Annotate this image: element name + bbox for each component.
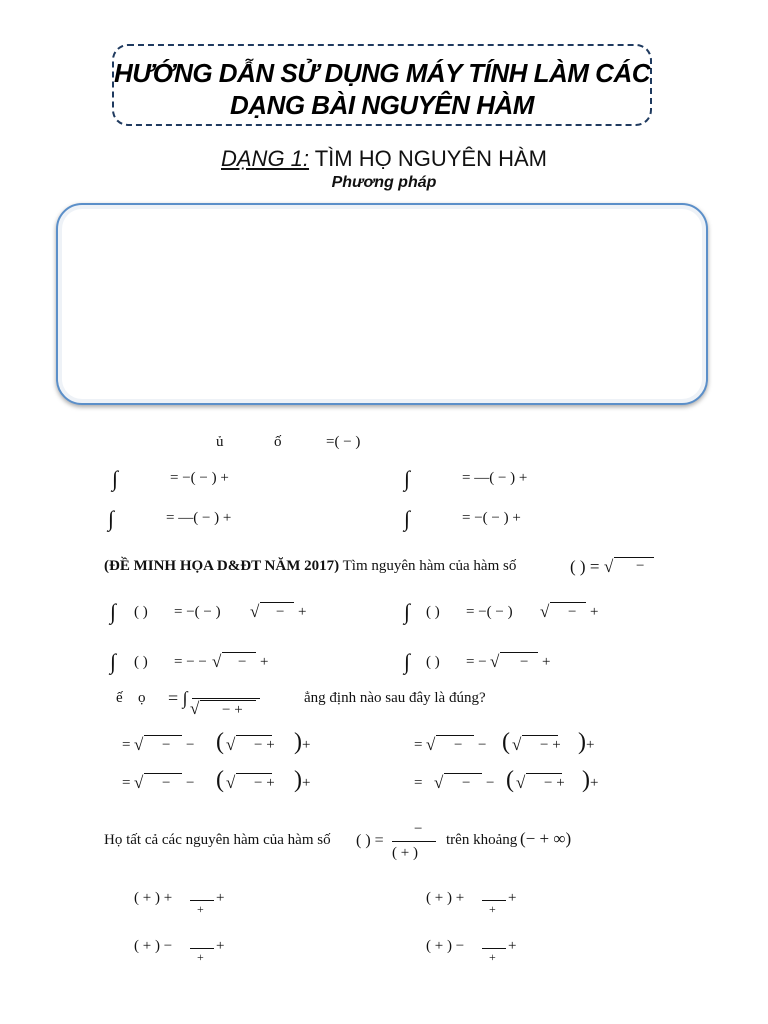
p2-opt-d-const: + (542, 654, 551, 670)
p3-opt-c-radicand-1: − (162, 775, 171, 791)
p4-function: ( ) = (356, 832, 384, 849)
p4-opt-b-fraction-bar (482, 900, 506, 901)
p2-function: ( ) = (570, 557, 600, 576)
p3-opt-b-radicand-2: − + (540, 737, 561, 753)
p2-opt-c-coef: = − − (174, 654, 207, 670)
p3-integral-eq: = ∫ (168, 688, 188, 708)
p3-word-a: ế (116, 690, 123, 706)
p3-denominator: − + (222, 702, 243, 718)
p2-opt-d-sqrt: √ (490, 652, 500, 671)
p4-opt-d-den: + (489, 950, 496, 964)
p3-opt-c-lparen: ( (216, 767, 224, 793)
p1-opt-c-integral: ∫ (108, 506, 115, 531)
p1-opt-d-expr: = −( − ) + (462, 510, 521, 526)
p2-opt-a-integral: ∫ (110, 599, 117, 624)
p1-word-b: ố (274, 434, 282, 450)
p3-opt-d-rparen: ) (582, 767, 590, 793)
p3-opt-b-rparen: ) (578, 729, 586, 755)
p2-opt-c-integral: ∫ (110, 649, 117, 674)
title-box (112, 44, 652, 126)
p4-opt-a-fraction-bar (190, 900, 214, 901)
p4-opt-b-expr: ( + ) + (426, 890, 465, 906)
p4-interval-text: trên khoảng (446, 832, 518, 848)
p2-opt-c-sqrt: √ (212, 652, 222, 671)
p2-opt-a-const: + (298, 604, 307, 620)
p2-opt-c-arg: ( ) (134, 654, 148, 670)
p3-opt-b-eq: = (414, 737, 423, 753)
p4-opt-c-expr: ( + ) − (134, 938, 173, 954)
p3-opt-d-radicand-1: − (462, 775, 471, 791)
p3-opt-d-lparen: ( (506, 767, 514, 793)
p1-opt-b-integral: ∫ (404, 466, 411, 491)
p1-word-a: ủ (216, 434, 224, 450)
p2-opt-d-arg: ( ) (426, 654, 440, 670)
p3-opt-c-minus: − (186, 775, 195, 791)
p2-opt-b-arg: ( ) (426, 604, 440, 620)
p3-opt-d-eq: = (414, 775, 423, 791)
p4-opt-c-const: + (216, 938, 225, 954)
p3-opt-c-sqrt2: √ (226, 773, 236, 792)
p2-opt-a-arg: ( ) (134, 604, 148, 620)
p4-fraction-bar (392, 841, 436, 842)
p2-opt-d-coef: = − (466, 654, 487, 670)
p1-opt-a-expr: = −( − ) + (170, 470, 229, 486)
p3-fraction-bar (192, 698, 260, 699)
p3-opt-a-rparen: ) (294, 729, 302, 755)
p3-word-b: ọ (138, 690, 146, 706)
p3-opt-c-sqrt1: √ (134, 773, 144, 792)
section-label: DẠNG 1: (221, 146, 310, 171)
p3-denominator-sqrt: √ (190, 699, 200, 718)
p3-opt-a-lparen: ( (216, 729, 224, 755)
p2-opt-b-radicand: − (568, 604, 577, 620)
p2-opt-b-const: + (590, 604, 599, 620)
p2-opt-d-integral: ∫ (404, 649, 411, 674)
p2-question: Tìm nguyên hàm của hàm số (339, 558, 517, 574)
p2-sqrt-sign: √ (604, 557, 614, 576)
p4-opt-d-expr: ( + ) − (426, 938, 465, 954)
title-line-2: DẠNG BÀI NGUYÊN HÀM (230, 90, 534, 120)
p4-opt-a-den: + (197, 902, 204, 916)
p3-opt-b-lparen: ( (502, 729, 510, 755)
p3-opt-b-sqrt1: √ (426, 735, 436, 754)
p3-opt-b-minus: − (478, 737, 487, 753)
p1-opt-d-integral: ∫ (404, 506, 411, 531)
p2-opt-a-coef: = −( − ) (174, 604, 221, 620)
p4-opt-d-const: + (508, 938, 517, 954)
p3-opt-b-const: + (586, 737, 595, 753)
p3-opt-c-radicand-2: − + (254, 775, 275, 791)
method-label: Phương pháp (331, 174, 437, 191)
p2-header (104, 558, 516, 575)
p3-opt-d-sqrt2: √ (516, 773, 526, 792)
p3-opt-a-eq: = (122, 737, 131, 753)
method-box (56, 203, 708, 405)
section-title: TÌM HỌ NGUYÊN HÀM (309, 146, 547, 171)
p3-opt-d-sqrt1: √ (434, 773, 444, 792)
p3-opt-a-sqrt1: √ (134, 735, 144, 754)
p3-opt-c-eq: = (122, 775, 131, 791)
p2-opt-b-integral: ∫ (404, 599, 411, 624)
p2-opt-b-coef: = −( − ) (466, 604, 513, 620)
p4-opt-d-fraction-bar (482, 948, 506, 949)
p4-denominator: ( + ) (392, 845, 418, 861)
p3-question-tail: ẳng định nào sau đây là đúng? (304, 690, 486, 706)
p4-opt-b-const: + (508, 890, 517, 906)
p3-opt-d-minus: − (486, 775, 495, 791)
p4-opt-a-expr: ( + ) + (134, 890, 173, 906)
p2-opt-a-sqrt: √ (250, 602, 260, 621)
p3-opt-a-minus: − (186, 737, 195, 753)
title-line-1: HƯỚNG DẪN SỬ DỤNG MÁY TÍNH LÀM CÁC (114, 58, 650, 88)
p2-radicand: − (636, 558, 645, 574)
p3-opt-a-radicand-2: − + (254, 737, 275, 753)
p4-interval: (− + ∞) (520, 829, 572, 848)
p3-opt-a-sqrt2: √ (226, 735, 236, 754)
p3-opt-c-const: + (302, 775, 311, 791)
p3-opt-b-sqrt2: √ (512, 735, 522, 754)
p3-opt-c-rparen: ) (294, 767, 302, 793)
p4-question: Họ tất cả các nguyên hàm của hàm số (104, 832, 331, 848)
p4-opt-c-fraction-bar (190, 948, 214, 949)
p3-opt-d-const: + (590, 775, 599, 791)
p2-radical-bar (614, 557, 654, 574)
p2-opt-b-sqrt: √ (540, 602, 550, 621)
p2-opt-d-radical-bar (500, 652, 538, 669)
p2-opt-c-radicand: − (238, 654, 247, 670)
p3-opt-a-const: + (302, 737, 311, 753)
p1-opt-a-integral: ∫ (112, 466, 119, 491)
p2-opt-c-const: + (260, 654, 269, 670)
p1-opt-c-expr: = —( − ) + (166, 510, 232, 526)
p2-opt-d-radicand: − (520, 654, 529, 670)
p4-opt-c-den: + (197, 950, 204, 964)
p2-source: (ĐỀ MINH HỌA D&ĐT NĂM 2017) (104, 558, 340, 574)
p4-opt-a-const: + (216, 890, 225, 906)
p3-opt-a-radicand-1: − (162, 737, 171, 753)
p1-function: =( − ) (326, 434, 361, 450)
section-heading (0, 146, 768, 172)
p1-opt-b-expr: = —( − ) + (462, 470, 528, 486)
p2-opt-a-radicand: − (276, 604, 285, 620)
p3-opt-d-radicand-2: − + (544, 775, 565, 791)
p3-opt-b-radicand-1: − (454, 737, 463, 753)
p4-numerator: − (414, 821, 423, 837)
p4-opt-b-den: + (489, 902, 496, 916)
